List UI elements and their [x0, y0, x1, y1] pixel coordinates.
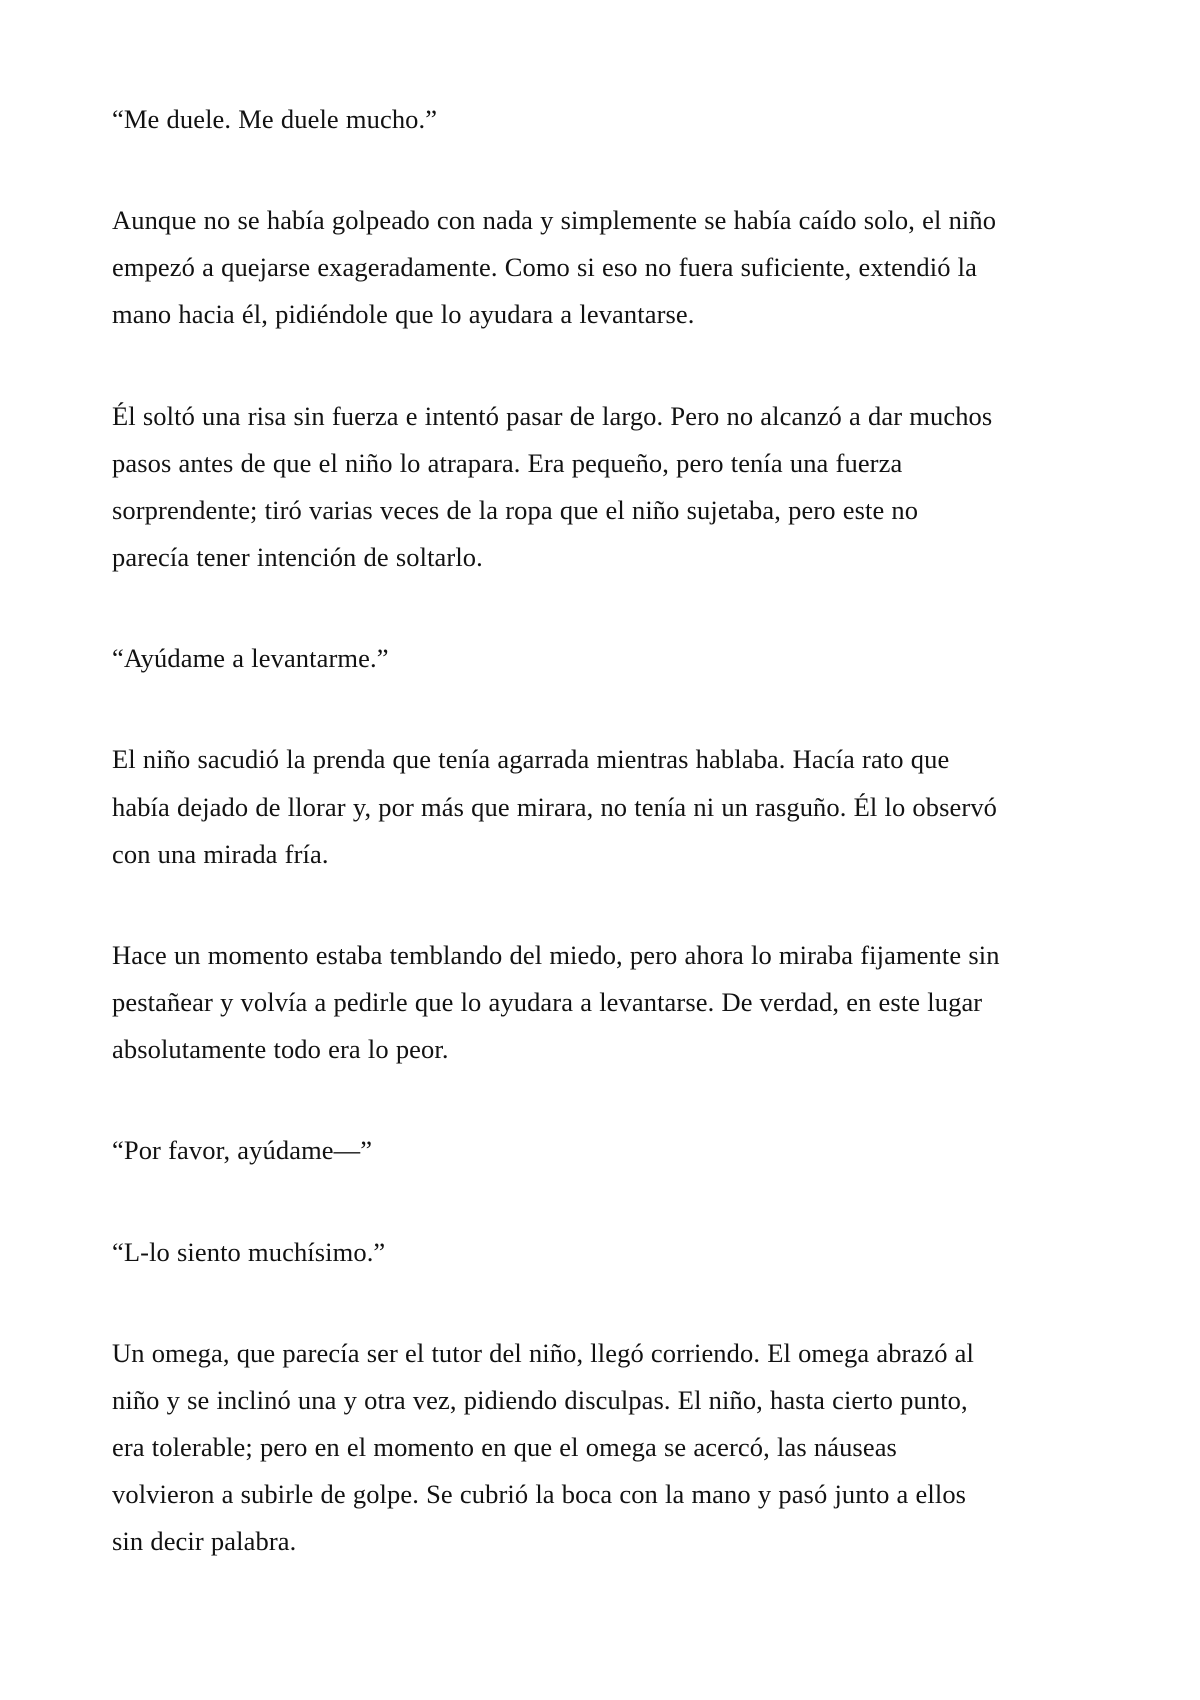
paragraph-narration-2: Él soltó una risa sin fuerza e intentó pasar de largo. Pero no alcanzó a dar muchos pasos antes de que el niño lo atrapara. Era pequeño, pero tenía una fuerza sorprendente; tiró varias veces de la ropa que el niño sujetaba, pero este no parecía tener intención de soltarlo. — [112, 400, 993, 573]
prose-body — [112, 96, 1002, 1565]
paragraph-dialogue-4: “L-lo siento muchísimo.” — [112, 1236, 386, 1267]
paragraph-dialogue-2: “Ayúdame a levantarme.” — [112, 643, 389, 674]
paragraph-narration-5: Un omega, que parecía ser el tutor del niño, llegó corriendo. El omega abrazó al niño y se inclinó una y otra vez, pidiendo disculpas. El niño, hasta cierto punto, era tolerable; pero en el momento en que el omega se acercó, las náuseas volvieron a subirle de golpe. Se cubrió la boca con la mano y pasó junto a ellos sin decir palabra. — [112, 1337, 975, 1557]
paragraph-narration-3: El niño sacudió la prenda que tenía agarrada mientras hablaba. Hacía rato que había dejado de llorar y, por más que mirara, no tenía ni un rasguño. Él lo observó con una mirada fría. — [112, 744, 998, 869]
paragraph-dialogue-3: “Por favor, ayúdame—” — [112, 1135, 373, 1166]
paragraph-narration-4: Hace un momento estaba temblando del miedo, pero ahora lo miraba fijamente sin pestañear y volvía a pedirle que lo ayudara a levantarse. De verdad, en este lugar absolutamente todo era lo peor. — [112, 939, 1000, 1065]
paragraph-narration-1: Aunque no se había golpeado con nada y simplemente se había caído solo, el niño empezó a quejarse exageradamente. Como si eso no fuera suficiente, extendió la mano hacia él, pidiéndole que lo ayudara a levantarse. — [112, 205, 997, 330]
paragraph-dialogue-1: “Me duele. Me duele mucho.” — [112, 104, 438, 134]
